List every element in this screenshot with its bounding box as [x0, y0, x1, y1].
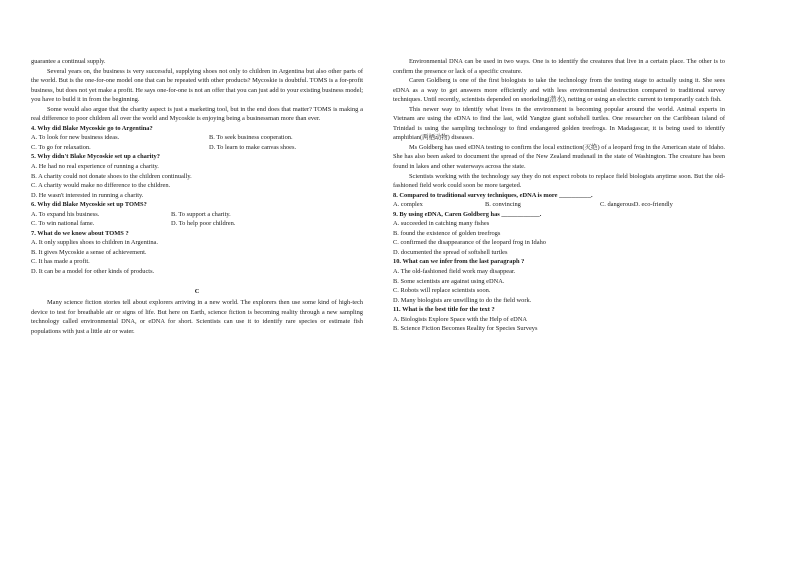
option-b: B. To seek business cooperation.: [209, 134, 293, 142]
option-a: A. succeeded in catching many fishes: [393, 220, 490, 228]
option-b: B. found the existence of golden treefrogs: [393, 229, 501, 237]
question-6-options-row-1: [31, 210, 363, 220]
question-9: 9. By using eDNA, Caren Goldberg has ____________.: [393, 210, 542, 218]
option-a: A. complex: [393, 201, 423, 209]
option-c: C. A charity would make no difference to the children.: [31, 182, 171, 190]
option-b: B. It gives Mycoskie a sense of achievement.: [31, 248, 147, 256]
question-11: 11. What is the best title for the text ?: [393, 306, 495, 314]
question-8-options: [393, 200, 725, 210]
option-a: A. Biologists Explore Space with the Help of eDNA: [393, 315, 528, 323]
question-6: 6. Why did Blake Mycoskie set up TOMS?: [31, 201, 147, 209]
option-c: C. Robots will replace scientists soon.: [393, 287, 491, 295]
option-d: D. To learn to make canvas shoes.: [209, 143, 297, 151]
paragraph: Caren Goldberg is one of the first biologists to take the technology from the testing stage to actually using it. She sees eDNA as a way to get answers more efficiently and with less environmental destruction compared to traditional survey techniques. Until recently, scientists depended on snorkeling(潜水), netting or using an electric current to temporarily catch fish.: [393, 77, 725, 104]
left-column: [31, 57, 363, 336]
question-8: 8. Compared to traditional survey techniques, eDNA is more __________.: [393, 191, 593, 199]
option-b: B. convincing: [485, 201, 521, 209]
option-a: A. It only supplies shoes to children in Argentina.: [31, 239, 158, 247]
paragraph: Many science fiction stories tell about explorers arriving in a new world. The explorers then use some kind of high-tech device to test for breathable air or signs of life. But here on Earth, science fiction is becoming reality through a new sampling technology called environmental DNA, or eDNA for short. Scientists can use it to identify rare species or estimate fish populations with just a little air or water.: [31, 299, 363, 335]
paragraph: guarantee a continual supply.: [31, 58, 106, 65]
option-c: C. It has made a profit.: [31, 258, 90, 266]
option-c: C. dangerous: [600, 201, 634, 209]
option-b: B. Science Fiction Becomes Reality for Species Surveys: [393, 325, 538, 333]
question-7: 7. What do we know about TOMS ?: [31, 229, 129, 237]
question-4: 4. Why did Blake Mycoskie go to Argentina?: [31, 124, 153, 132]
question-5: 5. Why didn't Blake Mycoskie set up a charity?: [31, 153, 160, 161]
paragraph: This newer way to identify what lives in the environment is becoming popular around the world. Animal experts in Vietnam are using the eDNA to find the last, wild Yangtze giant softshell turtles. One researcher on the Caribbean island of Trinidad is using the sampling technology to find endangered golden treefrogs. In Madagascar, it is being used to identify amphibian(两栖动物) diseases.: [393, 105, 725, 142]
section-heading-c: C: [194, 287, 200, 295]
option-c: C. confirmed the disappearance of the leopard frog in Idaho: [393, 239, 546, 247]
paragraph: Several years on, the business is very successful, supplying shoes not only to children in Argentina but also other parts of the world. But is the one-for-one model one that can be repeated with other products? Mycoskie is doubtful. TOMS is a for-profit business, but does not yet make a profit. He says one-for-one is not an offer that you can just add to your existing business model; you have to build it in from the beginning.: [31, 67, 364, 104]
option-c: C. To win national fame.: [31, 220, 95, 228]
paragraph: Ms Goldberg has used eDNA testing to confirm the local extinction(灭绝) of a leopard frog in the American state of Idaho. She has also been asked to document the spread of the New Zealand mudsnail in the state of Washington. The creature has been found in lakes and other waterways across the state.: [393, 143, 725, 171]
question-4-options-row-2: [31, 143, 363, 153]
question-6-options-row-2: [31, 219, 363, 229]
option-a: A. The old-fashioned field work may disappear.: [393, 268, 516, 276]
question-10: 10. What can we infer from the last paragraph ?: [393, 258, 525, 266]
option-d: D. documented the spread of softshell turtles: [393, 248, 508, 256]
option-d: D. eco-friendly: [633, 201, 673, 209]
option-a: A. To look for new business ideas.: [31, 134, 120, 142]
paragraph: Environmental DNA can be used in two ways. One is to identify the creatures that live in a certain place. The other is to confirm the presence or lack of a specific creature.: [393, 58, 725, 75]
option-d: D. Many biologists are unwilling to do the field work.: [393, 296, 532, 304]
option-b: B. To support a charity.: [171, 210, 231, 218]
option-d: D. He wasn't interested in running a charity.: [31, 191, 144, 199]
option-d: D. It can be a model for other kinds of products.: [31, 268, 155, 276]
paragraph: Some would also argue that the charity aspect is just a marketing tool, but in the end does that matter? TOMS is making a real difference to poor children all over the world and Mycoskie is enjoying being a businessman more than ever.: [31, 105, 363, 123]
paragraph: Scientists working with the technology say they do not expect robots to replace field biologists anytime soon. But the old-fashioned field work could soon be more targeted.: [393, 172, 725, 190]
option-a: A. He had no real experience of running a charity.: [31, 163, 159, 171]
option-d: D. To help poor children.: [171, 220, 236, 228]
option-a: A. To expand his business.: [31, 210, 100, 218]
option-b: B. A charity could not donate shoes to the children continually.: [31, 172, 192, 180]
option-b: B. Some scientists are against using eDNA.: [393, 277, 505, 285]
question-4-options-row-1: [31, 133, 363, 143]
option-c: C. To go for relaxation.: [31, 143, 91, 151]
right-column: [393, 57, 725, 334]
